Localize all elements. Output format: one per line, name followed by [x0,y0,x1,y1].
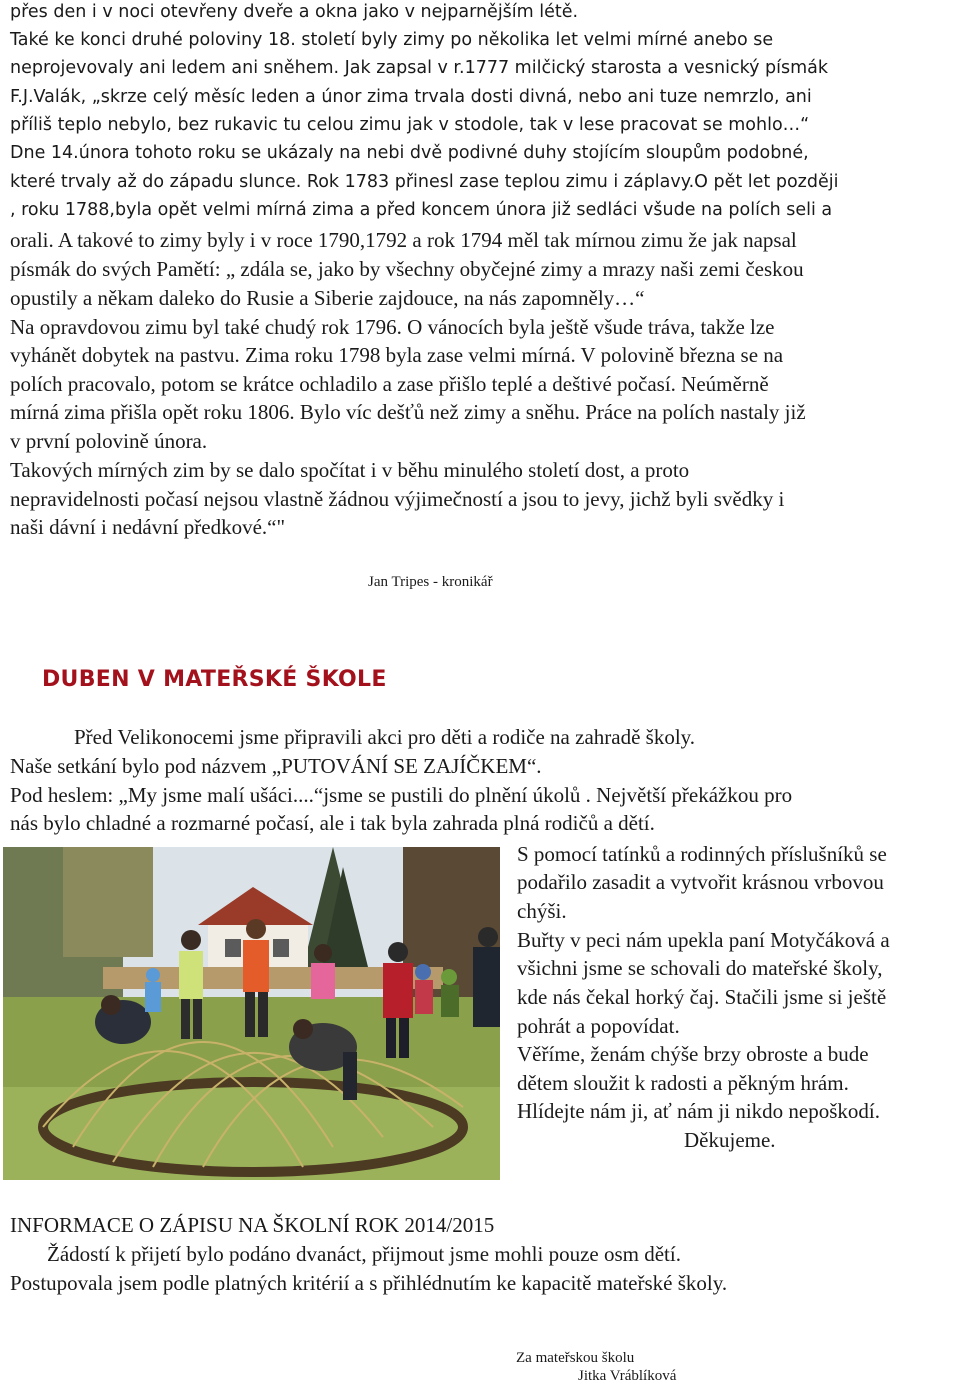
chronicle-line: neprojevovaly ani ledem ani sněhem. Jak zapsal v r.1777 milčický starosta a vesnický písmák [10,58,828,78]
chronicle-signature: Jan Tripes - kronikář [368,574,493,590]
chronicle-line: v první polovině února. [10,429,208,453]
garden-photo [3,847,500,1180]
kindergarten-intro-line: Před Velikonocemi jsme připravili akci pro děti a rodiče na zahradě školy. [74,725,696,749]
enrollment-heading: INFORMACE O ZÁPISU NA ŠKOLNÍ ROK 2014/2015 [10,1213,495,1237]
kindergarten-intro-line: nás bylo chladné a rozmarné počasí, ale i tak byla zahrada plná rodičů a dětí. [10,811,655,835]
kindergarten-side-line: všichni jsme se schovali do mateřské školy, [517,956,883,980]
chronicle-line: mírná zima přišla opět roku 1806. Bylo víc dešťů než zimy a sněhu. Práce na polích nastaly již [10,400,806,424]
chronicle-line: opustily a někam daleko do Rusie a Siberie zajdouce, na nás zapomněly…“ [10,286,645,310]
kindergarten-side-line: dětem sloužit k radosti a pěkným hrám. [517,1071,849,1095]
chronicle-line: , roku 1788,byla opět velmi mírná zima a před koncem února již sedláci všude na polích seli a [10,200,833,220]
chronicle-line: F.J.Valák, „skrze celý měsíc leden a únor zima trvala dosti divná, nebo ani tuze nemrzlo, ani [10,87,812,107]
kindergarten-side-line: kde nás čekal horký čaj. Stačili jsme si ještě [517,985,887,1009]
kindergarten-intro-line: Naše setkání bylo pod názvem „PUTOVÁNÍ SE ZAJÍČKEM“. [10,754,542,778]
chronicle-line: příliš teplo nebylo, bez rukavic tu celou zimu jak v stodole, tak v lese pracovat se mohlo…“ [10,115,810,135]
chronicle-line: nepravidelnosti počasí nejsou vlastně žádnou výjimečností a jsou to jevy, jichž byli svědky i [10,487,785,511]
enrollment-line: Žádostí k přijetí bylo podáno dvanáct, přijmout jsme mohli pouze osm dětí. [47,1242,681,1266]
kindergarten-side-line: Věříme, ženám chýše brzy obroste a bude [517,1042,869,1066]
chronicle-line: které trvaly až do západu slunce. Rok 1783 přinesl zase teplou zimu i záplavy.O pět let později [10,172,839,192]
chronicle-line: orali. A takové to zimy byly i v roce 1790,1792 a rok 1794 měl tak mírnou zimu že jak napsal [10,228,797,252]
chronicle-line: písmák do svých Pamětí: „ zdála se, jako by všechny obyčejné zimy a mrazy naši zemi českou [10,257,804,281]
chronicle-line: naši dávní i nedávní předkové.“" [10,515,286,539]
chronicle-line: přes den i v noci otevřeny dveře a okna jako v nejparnějším létě. [10,2,579,22]
kindergarten-thanks: Děkujeme. [684,1128,776,1152]
chronicle-line: polích pracovalo, potom se krátce ochladilo a zase přišlo teplé a deštivé počasí. Neúměrně [10,372,769,396]
enrollment-line: Postupovala jsem podle platných kritérií a s přihlédnutím ke kapacitě mateřské školy. [10,1271,728,1295]
kindergarten-heading: DUBEN V MATEŘSKÉ ŠKOLE [42,667,387,692]
kindergarten-side-line: Buřty v peci nám upekla paní Motyčáková a [517,928,890,952]
kindergarten-intro-line: Pod heslem: „My jsme malí ušáci....“jsme se pustili do plnění úkolů . Největší překážkou pro [10,783,793,807]
enrollment-signature-name: Jitka Vráblíková [578,1368,677,1384]
enrollment-signature-title: Za mateřskou školu [516,1350,635,1366]
chronicle-line: Takových mírných zim by se dalo spočítat i v běhu minulého století dost, a proto [10,458,690,482]
kindergarten-side-line: podařilo zasadit a vytvořit krásnou vrbovou [517,870,884,894]
chronicle-line: vyhánět dobytek na pastvu. Zima roku 1798 byla zase velmi mírná. V polovině března se na [10,343,784,367]
kindergarten-side-line: pohrát a popovídat. [517,1014,680,1038]
kindergarten-side-line: chýši. [517,899,567,923]
chronicle-line: Také ke konci druhé poloviny 18. století byly zimy po několika let velmi mírné anebo se [10,30,774,50]
kindergarten-side-line: Hlídejte nám ji, ať nám ji nikdo nepoškodí. [517,1099,880,1123]
chronicle-line: Na opravdovou zimu byl také chudý rok 1796. O vánocích byla ještě všude tráva, takže lze [10,315,775,339]
chronicle-line: Dne 14.února tohoto roku se ukázaly na nebi dvě podivné duhy stojícím sloupům podobné, [10,143,809,163]
kindergarten-side-line: S pomocí tatínků a rodinných příslušníků se [517,842,887,866]
